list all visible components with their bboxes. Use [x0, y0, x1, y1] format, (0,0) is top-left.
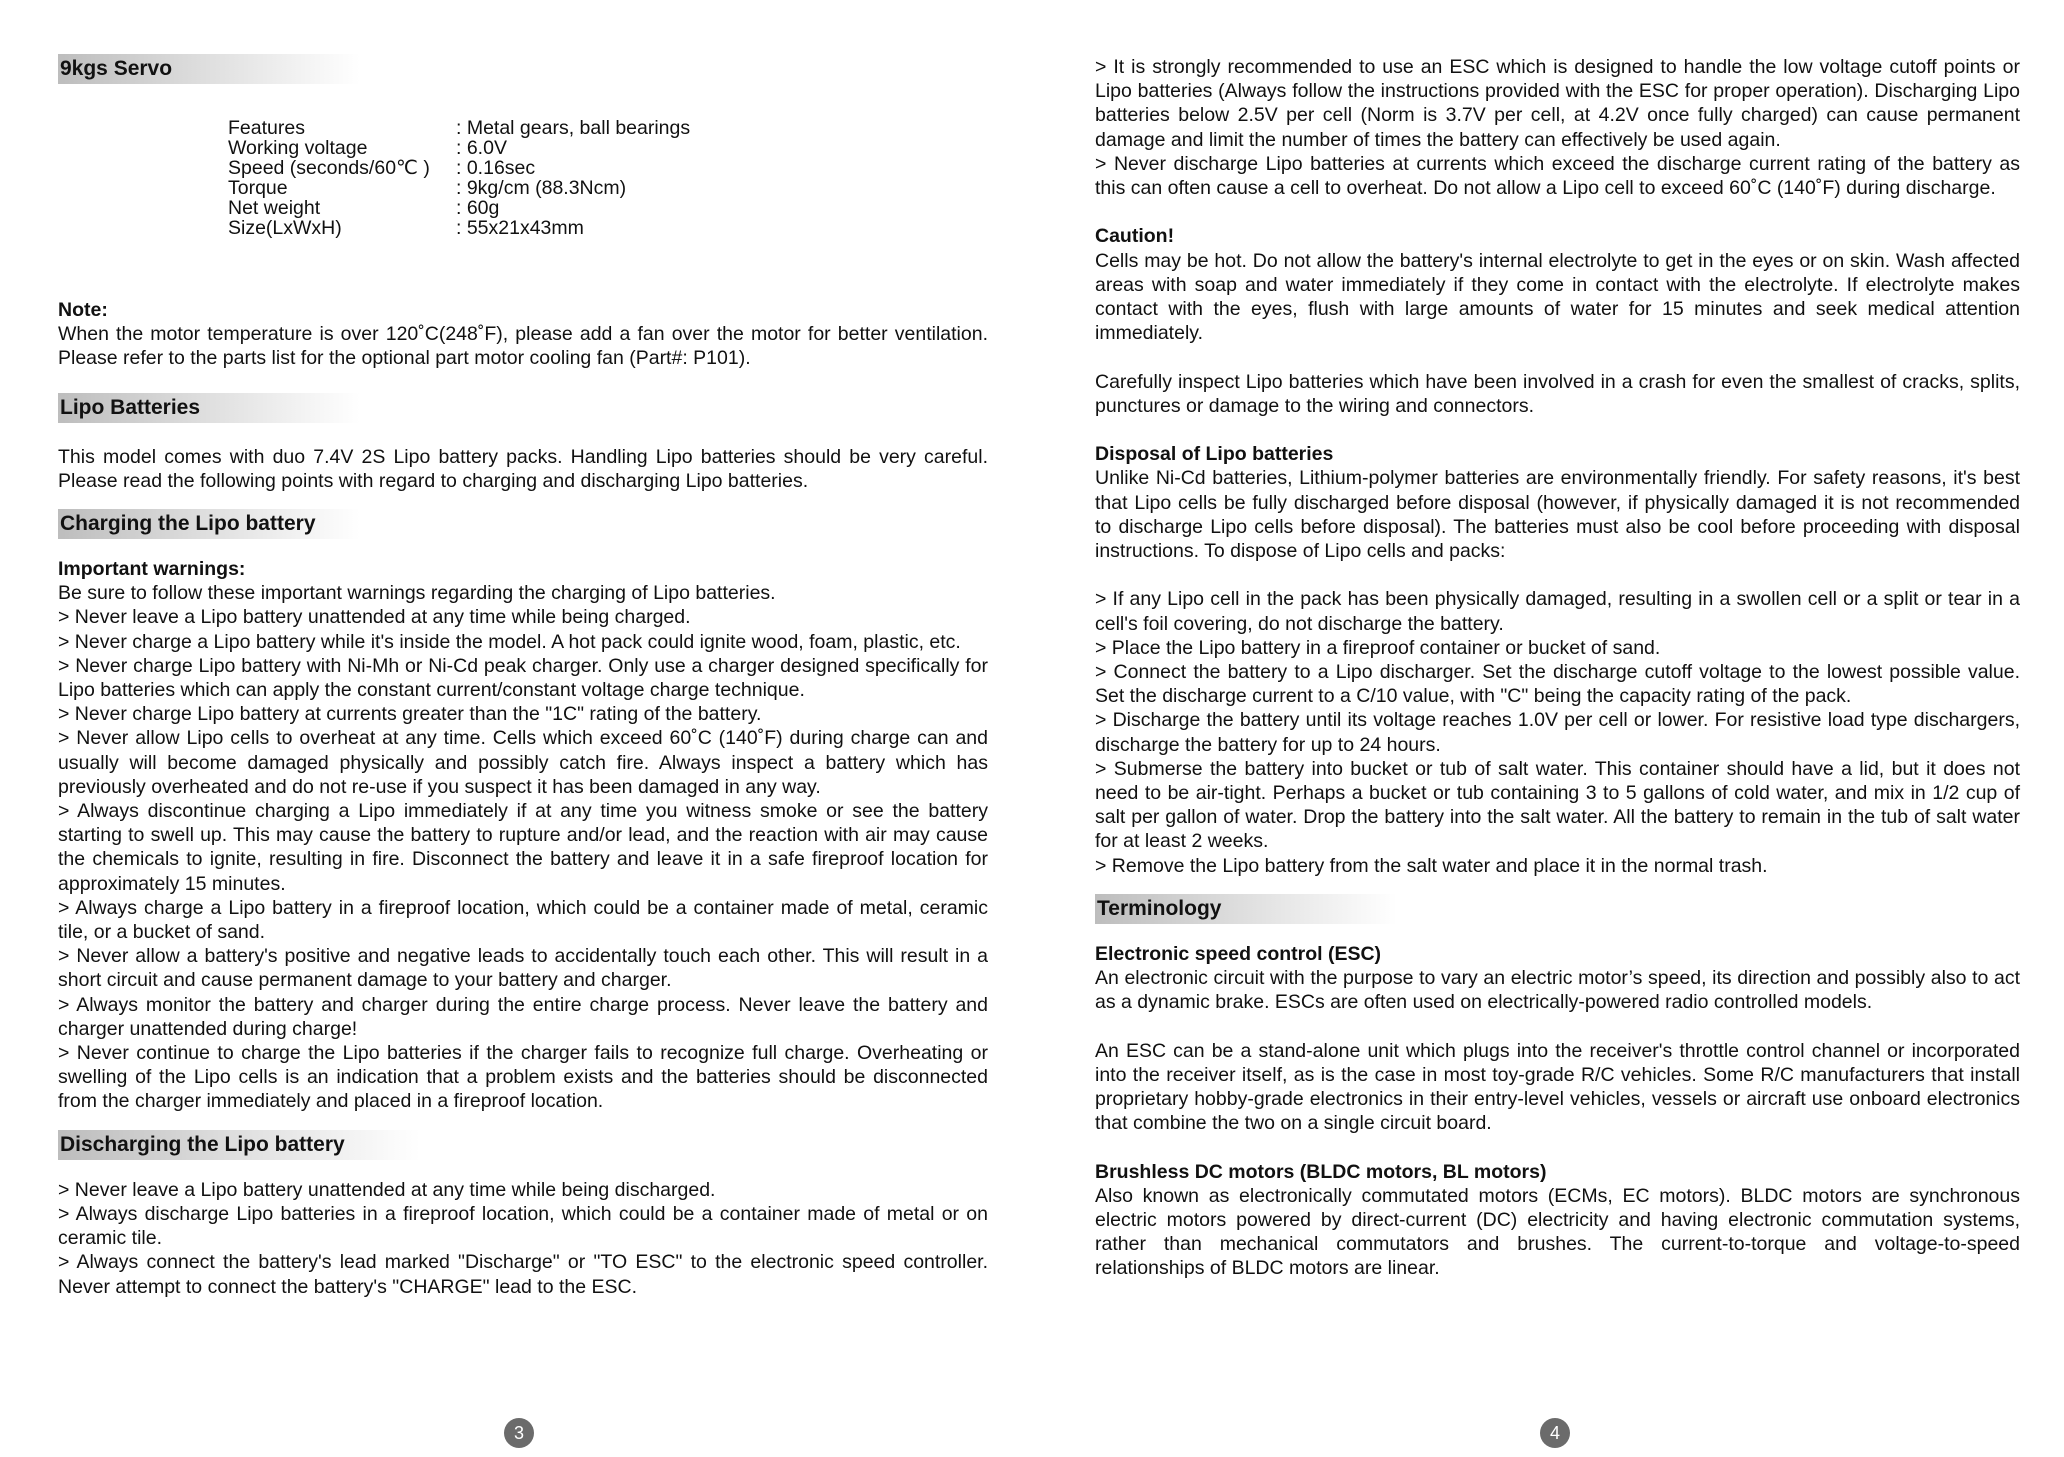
page-3 — [58, 50, 988, 1299]
list-item: > Never leave a Lipo battery unattended at any time while being discharged. — [58, 1178, 716, 1201]
list-item: > Never charge a Lipo battery while it's inside the model. A hot pack could ignite wood, foam, plastic, etc. — [58, 630, 961, 653]
note-text: When the motor temperature is over 120˚C(248˚F), please add a fan over the motor for better ventilation. Please refer to the parts list for the optional part motor cooling fan (Part#: P101). — [58, 323, 988, 370]
list-item: > Always connect the battery's lead marked "Discharge" or "TO ESC" to the electronic speed controller. Never attempt to connect the battery's "CHARGE" lead to the ESC. — [58, 1251, 988, 1298]
spec-row — [228, 118, 690, 138]
list-item: > Place the Lipo battery in a fireproof container or bucket of sand. — [1095, 636, 1661, 659]
list-item: > Never charge Lipo battery at currents greater than the "1C" rating of the battery. — [58, 703, 762, 726]
esc-title: Electronic speed control (ESC) — [1095, 942, 1382, 965]
page-number-right: 4 — [1540, 1418, 1570, 1448]
spec-row — [228, 218, 690, 238]
list-item: > Never charge Lipo battery with Ni-Mh or Ni-Cd peak charger. Only use a charger designed specifically for Lipo batteries which can apply the constant current/constant voltage charge technique. — [58, 654, 988, 702]
spec-value: : Metal gears, ball bearings — [456, 117, 691, 139]
spec-value: : 0.16sec — [456, 157, 536, 179]
spec-label: Working voltage — [228, 137, 368, 159]
bldc-title: Brushless DC motors (BLDC motors, BL motors) — [1095, 1160, 1547, 1183]
bldc-text: Also known as electronically commutated motors (ECMs, EC motors). BLDC motors are synchronous electric motors powered by direct-current (DC) electricity and having electronic commutation systems, rather than mechanical commutators and brushes. The current-to-torque and voltage-to-speed relationships of BLDC motors are linear. — [1095, 1184, 2020, 1280]
page-number-left: 3 — [504, 1418, 534, 1448]
section-heading-terminology: Terminology — [1095, 894, 1397, 924]
spec-value: : 6.0V — [456, 137, 507, 159]
list-item: > Never allow a battery's positive and negative leads to accidentally touch each other. This will result in a short circuit and cause permanent damage to your battery and charger. — [58, 945, 988, 992]
esc-text-1: An electronic circuit with the purpose to vary an electric motor’s speed, its direction and possibly also to act as a dynamic brake. ESCs are often used on electrically-powered radio controlled models. — [1095, 967, 2020, 1014]
list-item: > Submerse the battery into bucket or tub of salt water. This container should have a lid, but it does not need to be air-tight. Perhaps a bucket or tub containing 3 to 5 gallons of cold water, and mix in 1/2 cup of salt per gallon of water. Drop the battery into the salt water. All the battery to remain in the tub of salt water for at least 2 weeks. — [1095, 757, 2020, 853]
note-title: Note: — [58, 299, 108, 321]
warnings-title: Important warnings: — [58, 558, 246, 581]
spec-value: : 9kg/cm (88.3Ncm) — [456, 177, 627, 199]
list-item: > Remove the Lipo battery from the salt water and place it in the normal trash. — [1095, 854, 1768, 877]
spec-label: Net weight — [228, 197, 321, 219]
section-heading-discharging: Discharging the Lipo battery — [58, 1130, 420, 1160]
lipo-intro-text: This model comes with duo 7.4V 2S Lipo battery packs. Handling Lipo batteries should be very careful. Please read the following points with regard to charging and discharging Lipo batteries. — [58, 445, 988, 492]
list-item: > Never continue to charge the Lipo batteries if the charger fails to recognize full charge. Overheating or swelling of the Lipo cells is an indication that a problem exists and the batteries should be disconnected from the charger immediately and placed in a fireproof location. — [58, 1042, 988, 1113]
spec-label: Features — [228, 117, 305, 139]
caution-title: Caution! — [1095, 225, 1175, 248]
spec-row — [228, 178, 690, 198]
section-heading-lipo: Lipo Batteries — [58, 393, 360, 423]
list-item: > Never allow Lipo cells to overheat at any time. Cells which exceed 60˚C (140˚F) during charge can and usually will become damaged physically and possibly catch fire. Always inspect a battery which has previously overheated and do not re-use if you suspect it has been damaged in any way. — [58, 727, 988, 798]
spec-row — [228, 158, 690, 178]
spec-value: : 55x21x43mm — [456, 217, 584, 239]
list-item: > Always discontinue charging a Lipo immediately if at any time you witness smoke or see the battery starting to swell up. This may cause the battery to rupture and/or lead, and the reaction with air may cause the chemicals to ignite, resulting in fire. Disconnect the battery and leave it in a safe fireproof location for approximately 15 minutes. — [58, 800, 988, 895]
warnings-intro: Be sure to follow these important warnings regarding the charging of Lipo batteries. — [58, 582, 776, 605]
list-item: > Always monitor the battery and charger during the entire charge process. Never leave the battery and charger unattended during charge! — [58, 993, 988, 1040]
spec-label: Size(LxWxH) — [228, 217, 342, 239]
section-heading-servo: 9kgs Servo — [58, 54, 360, 84]
list-item: > Always discharge Lipo batteries in a fireproof location, which could be a container made of metal or on ceramic tile. — [58, 1202, 988, 1250]
list-item: > It is strongly recommended to use an ESC which is designed to handle the low voltage cutoff points or Lipo batteries (Always follow the instructions provided with the ESC for proper operation). Discharging Lipo batteries below 2.5V per cell (Norm is 3.7V per cell, at 4.2V once fully charged) can cause permanent damage and limit the number of times the battery can effectively be used again. — [1095, 56, 2020, 151]
spec-row — [228, 198, 690, 218]
caution-text: Cells may be hot. Do not allow the battery's internal electrolyte to get in the eyes or on skin. Wash affected areas with soap and water immediately if they come in contact with the electrolyte. If electrolyte makes contact with the eyes, flush with large amounts of water for 15 minutes and seek medical attention immediately. — [1095, 249, 2020, 345]
spec-label: Torque — [228, 177, 288, 199]
esc-text-2: An ESC can be a stand-alone unit which plugs into the receiver's throttle control channel or incorporated into the receiver itself, as is the case in most toy-grade R/C vehicles. Some R/C manufacturers that install proprietary hobby-grade electronics in their entry-level vehicles, vessels or aircraft use onboard electronics that combine the two on a single circuit board. — [1095, 1039, 2020, 1135]
servo-spec-table — [228, 118, 690, 238]
list-item: > Never leave a Lipo battery unattended at any time while being charged. — [58, 606, 691, 629]
disposal-text: Unlike Ni-Cd batteries, Lithium-polymer batteries are environmentally friendly. For safety reasons, it's best that Lipo cells be fully discharged before disposal (however, if physically damaged it is not recommended to discharge Lipo cells before disposal). The batteries must also be cool before proceeding with disposal instructions. To dispose of Lipo cells and packs: — [1095, 467, 2020, 563]
page-4 — [1095, 55, 2020, 1281]
disposal-title: Disposal of Lipo batteries — [1095, 443, 1334, 466]
list-item: > Discharge the battery until its voltage reaches 1.0V per cell or lower. For resistive load type dischargers, discharge the battery for up to 24 hours. — [1095, 709, 2020, 756]
list-item: > Connect the battery to a Lipo discharger. Set the discharge cutoff voltage to the lowest possible value. Set the discharge current to a C/10 value, with "C" being the capacity rating of the pack. — [1095, 661, 2020, 708]
spec-row — [228, 138, 690, 158]
list-item: > Always charge a Lipo battery in a fireproof location, which could be a container made of metal, ceramic tile, or a bucket of sand. — [58, 896, 988, 944]
list-item: > If any Lipo cell in the pack has been physically damaged, resulting in a swollen cell or a split or tear in a cell's foil covering, do not discharge the battery. — [1095, 588, 2020, 635]
list-item: > Never discharge Lipo batteries at currents which exceed the discharge current rating of the battery as this can often cause a cell to overheat. Do not allow a Lipo cell to exceed 60˚C (140˚F) during discharge. — [1095, 152, 2020, 200]
inspect-text: Carefully inspect Lipo batteries which have been involved in a crash for even the smallest of cracks, splits, punctures or damage to the wiring and connectors. — [1095, 370, 2020, 417]
section-heading-charging: Charging the Lipo battery — [58, 509, 360, 539]
spec-label: Speed (seconds/60℃ ) — [228, 157, 430, 179]
spec-value: : 60g — [456, 197, 500, 219]
